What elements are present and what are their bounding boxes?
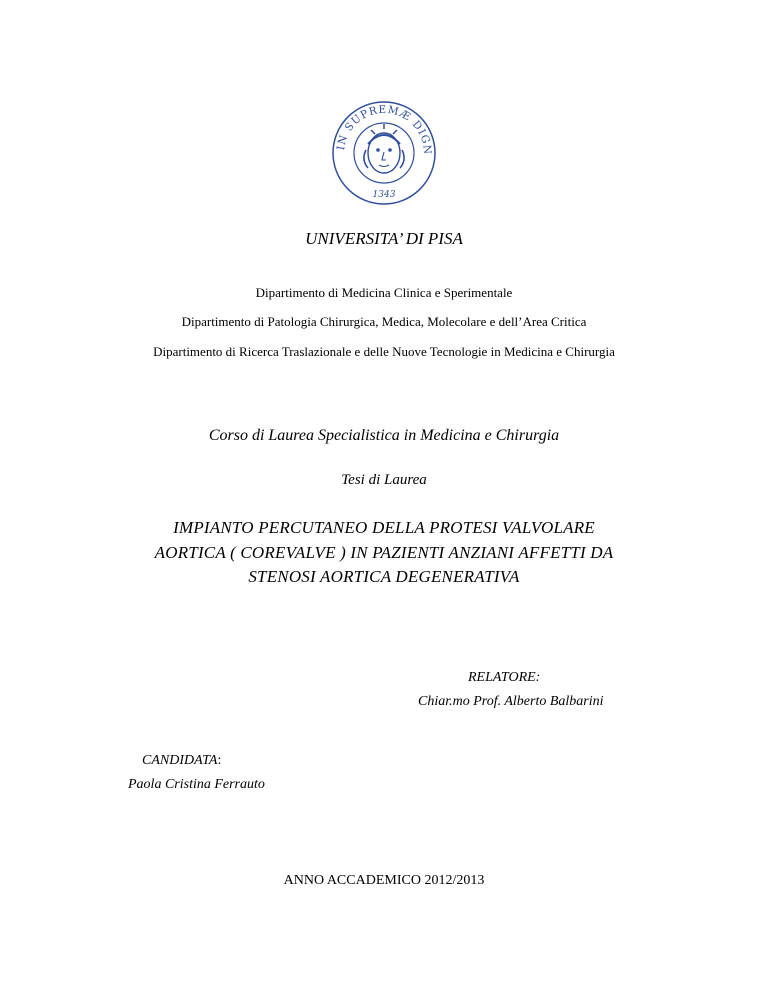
candidata-colon: :	[217, 753, 222, 768]
relatore-name: Chiar.mo Prof. Alberto Balbarini	[418, 694, 604, 709]
thesis-type: Tesi di Laurea	[341, 472, 427, 488]
university-name: UNIVERSITA’ DI PISA	[305, 229, 463, 248]
department-line-1: Dipartimento di Medicina Clinica e Sperimentale	[255, 285, 513, 300]
academic-year: ANNO ACCADEMICO 2012/2013	[283, 873, 485, 888]
candidata-label-row	[142, 753, 221, 769]
candidata-label: CANDIDATA	[142, 753, 218, 768]
department-line-3: Dipartimento di Ricerca Traslazionale e delle Nuove Tecnologie in Medicina e Chirurgia	[153, 344, 615, 359]
course-name: Corso di Laurea Specialistica in Medicina e Chirurgia	[208, 427, 560, 444]
thesis-title-line-3: STENOSI AORTICA DEGENERATIVA	[248, 567, 520, 586]
thesis-title-line-2: AORTICA ( COREVALVE ) IN PAZIENTI ANZIANI AFFETTI DA	[154, 543, 614, 562]
relatore-label: RELATORE:	[468, 670, 541, 685]
candidata-name: Paola Cristina Ferrauto	[128, 777, 265, 792]
seal-motto: IN SUPREMÆ DIGN	[335, 103, 434, 156]
svg-text:IN SUPREMÆ DIGNITATIS	[331, 100, 433, 155]
department-line-2: Dipartimento di Patologia Chirurgica, Medica, Molecolare e dell’Area Critica	[181, 314, 587, 329]
thesis-title-line-1: IMPIANTO PERCUTANEO DELLA PROTESI VALVOLARE	[173, 518, 595, 537]
seal-year: 1343	[372, 190, 396, 200]
university-seal	[331, 100, 437, 206]
